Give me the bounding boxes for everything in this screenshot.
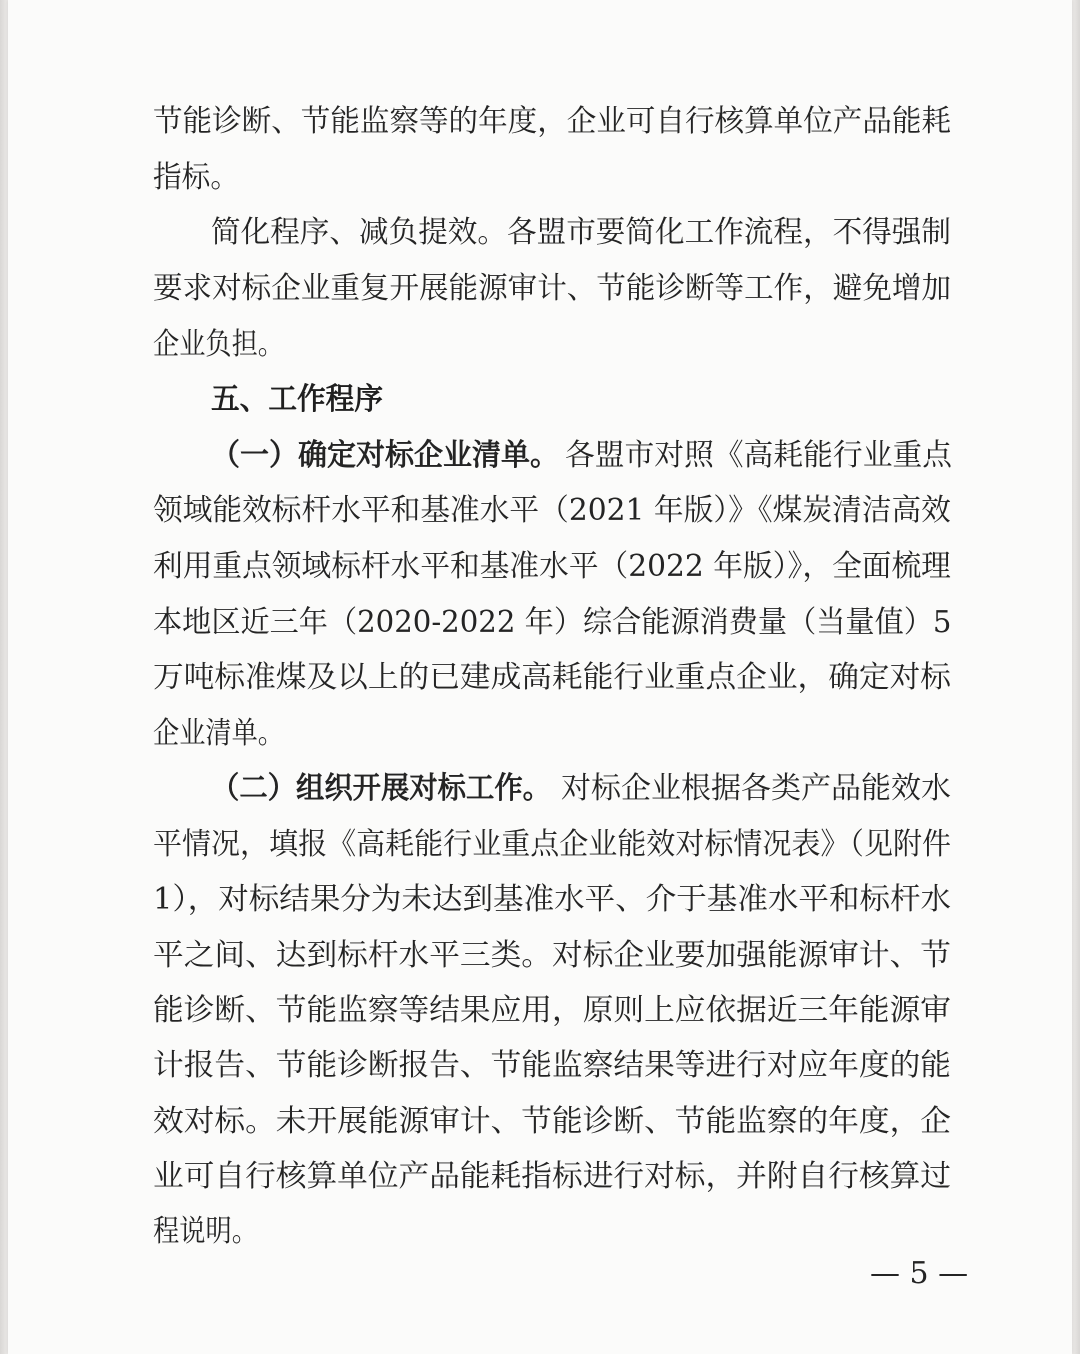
body-line: 计报告、节能诊断报告、节能监察结果等进行对应年度的能 — [153, 1048, 951, 1083]
page-number: — 5 — — [870, 1256, 969, 1291]
body-line: 各盟市对照《高耗能行业重点 — [565, 438, 952, 473]
subsection-heading: （一）确定对标企业清单。 — [211, 438, 559, 473]
body-line: 企业清单。 — [153, 716, 284, 751]
section-heading: 五、工作程序 — [211, 382, 383, 417]
body-line: 简化程序、减负提效。各盟市要简化工作流程，不得强制 — [211, 215, 951, 250]
body-line: 1），对标结果分为未达到基准水平、介于基准水平和标杆水 — [153, 882, 952, 917]
body-line: 节能诊断、节能监察等的年度，企业可自行核算单位产品能耗 — [153, 104, 951, 139]
body-line: 效对标。未开展能源审计、节能诊断、节能监察的年度，企 — [153, 1104, 951, 1139]
body-line: 程说明。 — [153, 1214, 258, 1249]
body-line: 利用重点领域标杆水平和基准水平（2022 年版）》，全面梳理 — [153, 549, 951, 584]
body-line: 指标。 — [153, 160, 239, 195]
subsection-heading: （二）组织开展对标工作。 — [211, 771, 551, 806]
body-line: 平情况，填报《高耗能行业重点企业能效对标情况表》（见附件 — [153, 827, 951, 862]
body-line: 领域能效标杆水平和基准水平（2021 年版）》《煤炭清洁高效 — [153, 493, 951, 528]
body-line: 本地区近三年（2020-2022 年）综合能源消费量（当量值）5 — [153, 605, 952, 640]
body-line: 能诊断、节能监察等结果应用，原则上应依据近三年能源审 — [153, 993, 951, 1028]
body-line: 业可自行核算单位产品能耗指标进行对标，并附自行核算过 — [153, 1159, 951, 1194]
body-line: 对标企业根据各类产品能效水 — [561, 771, 951, 806]
page-edge-shadow-right — [1072, 0, 1080, 1354]
document-page — [8, 0, 1072, 1354]
page-edge-shadow-left — [0, 0, 8, 1354]
body-line: 平之间、达到标杆水平三类。对标企业要加强能源审计、节 — [153, 938, 951, 973]
body-line: 企业负担。 — [153, 327, 284, 362]
body-line: 要求对标企业重复开展能源审计、节能诊断等工作，避免增加 — [153, 271, 951, 306]
body-line: 万吨标准煤及以上的已建成高耗能行业重点企业，确定对标 — [153, 660, 951, 695]
